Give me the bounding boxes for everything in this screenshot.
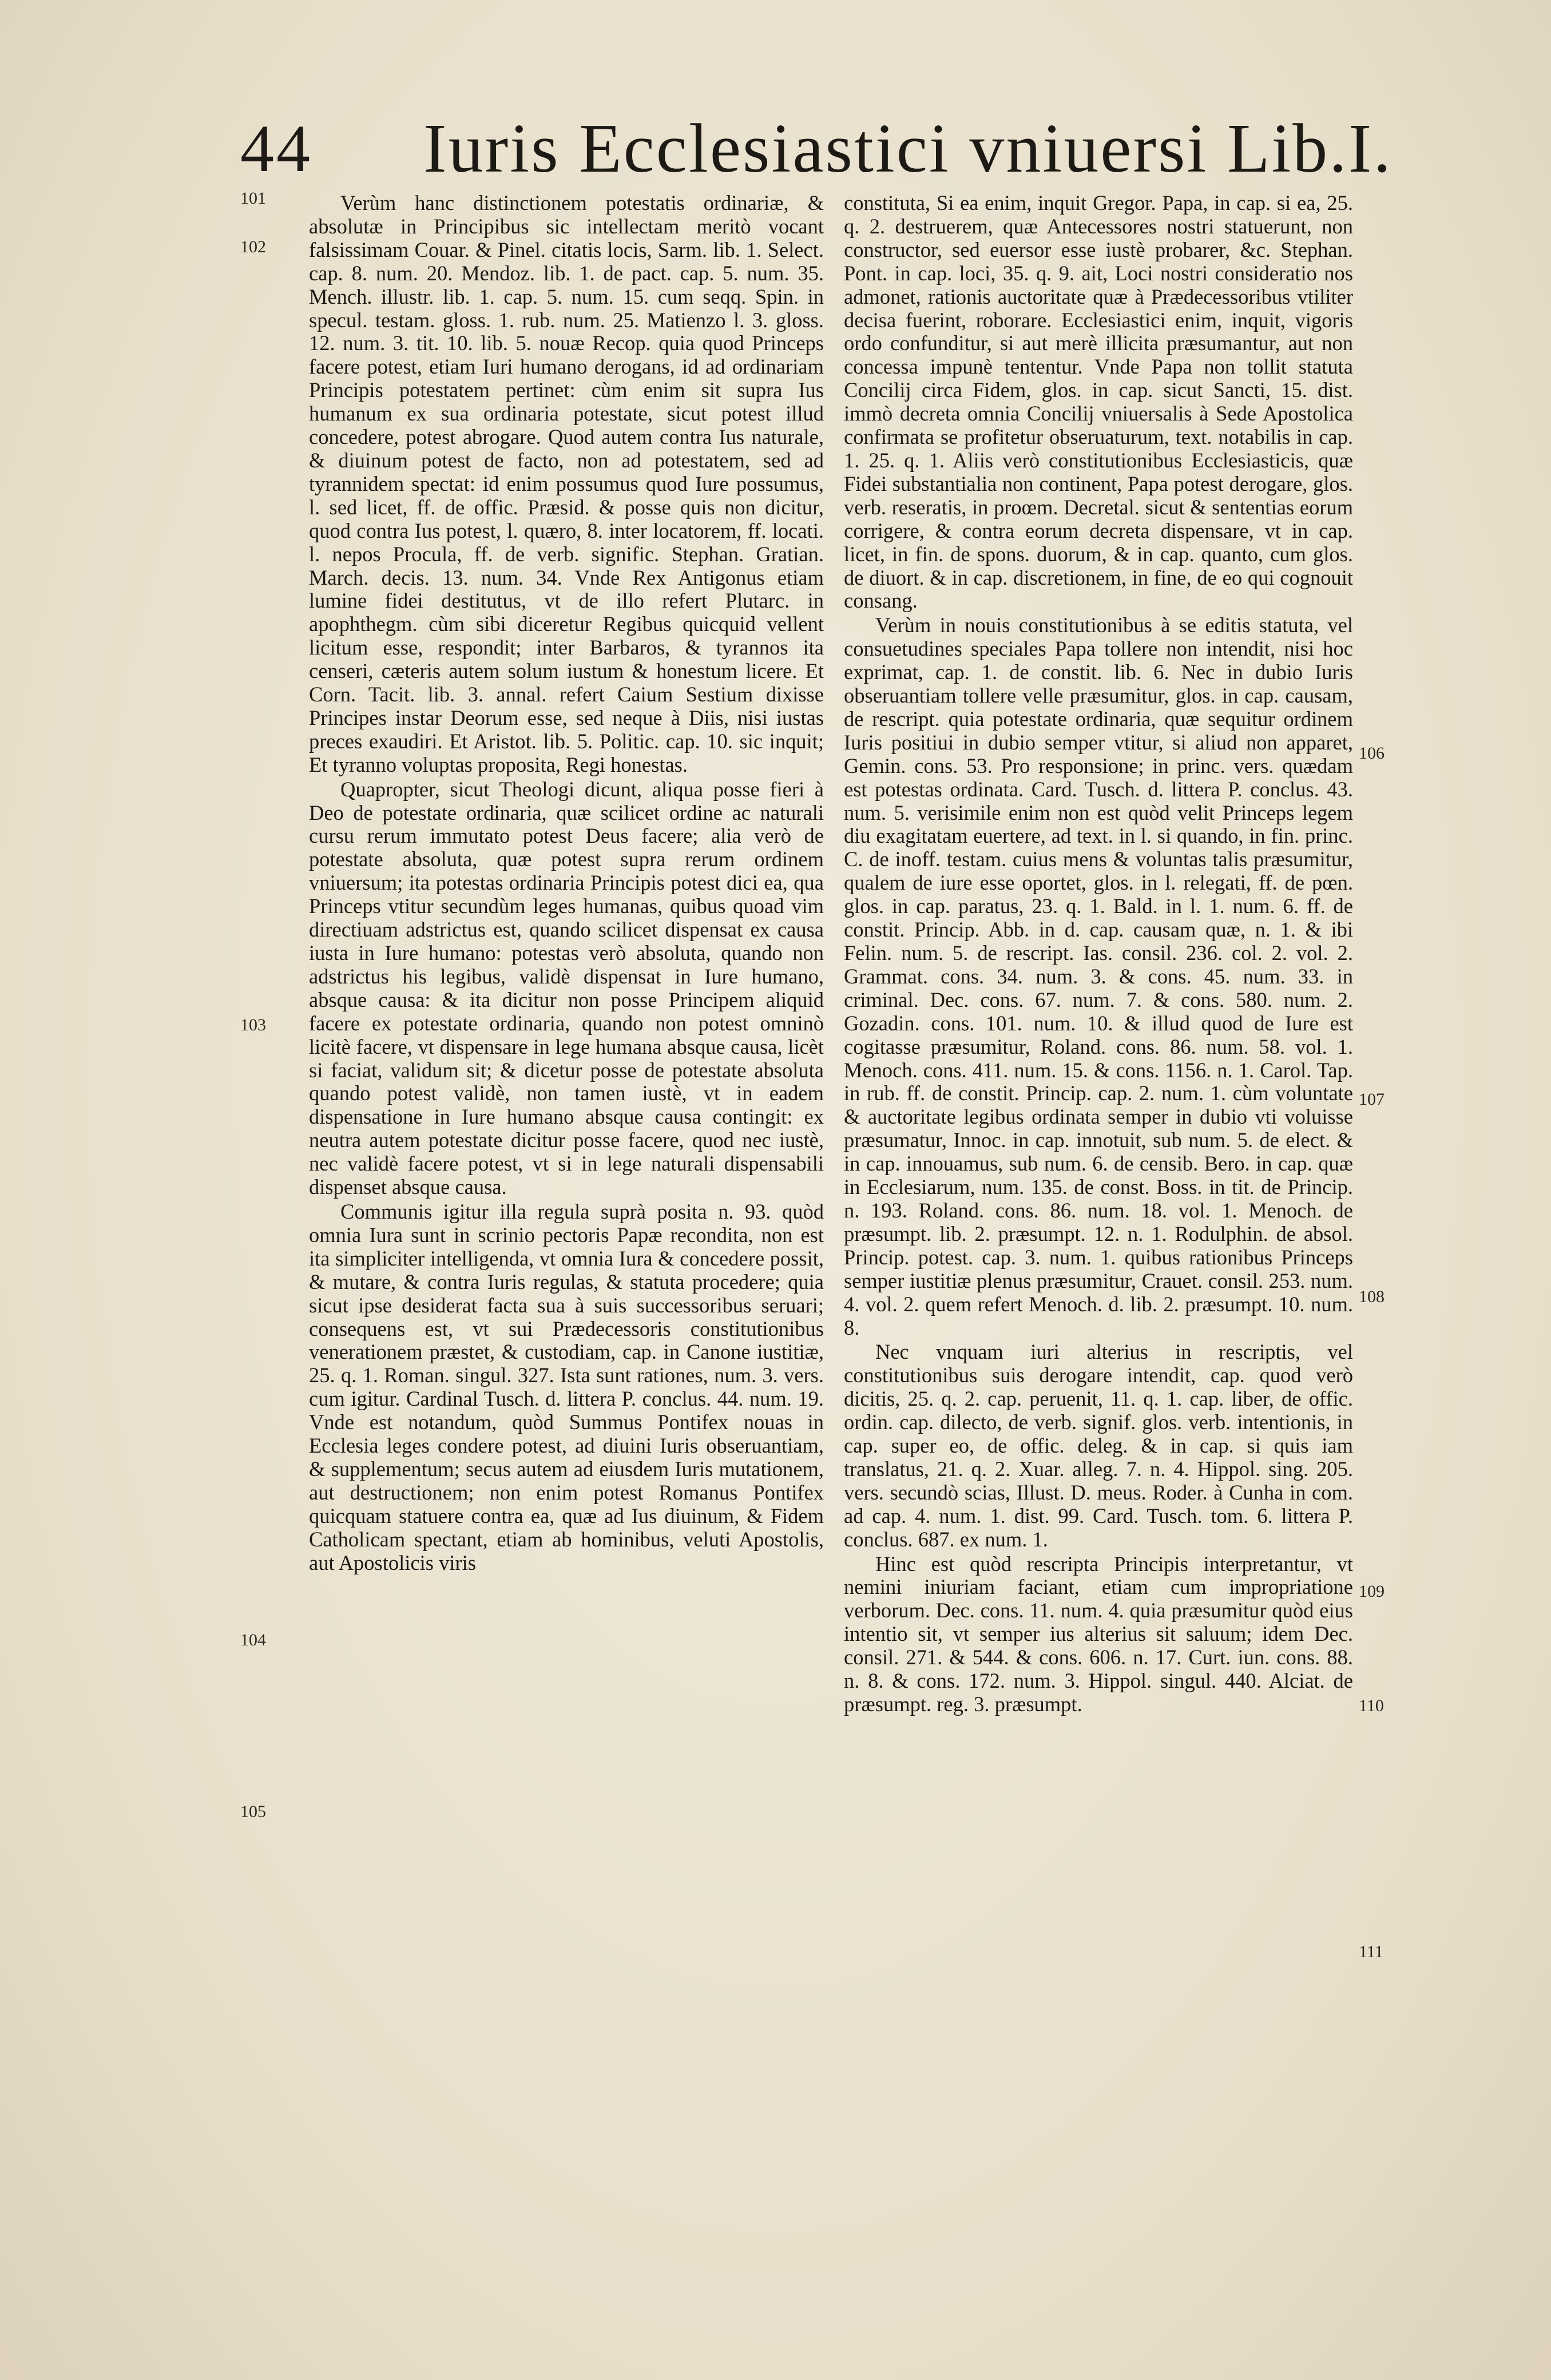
left-column: [309, 192, 824, 1574]
paragraph: Verùm hanc distinctionem potestatis ordinariæ, & absolutæ in Principibus sic intellectam meritò vocant falsissimam Couar. & Pinel. citatis locis, Sarm. lib. 1. Select. cap. 8. num. 20. Mendoz. lib. 1. de pact. cap. 5. num. 35. Mench. illustr. lib. 1. cap. 5. num. 15. cum seqq. Spin. in specul. testam. gloss. 1. rub. num. 25. Matienzo l. 3. gloss. 12. num. 3. tit. 10. lib. 5. nouæ Recop. quia quod Princeps facere potest, etiam Iuri humano derogans, id ad ordinariam Principis potestatem pertinet: cùm enim sit supra Ius humanum ex sua ordinaria potestate, sicut potest illud concedere, potest abrogare. Quod autem contra Ius naturale, & diuinum potest de facto, non ad potestatem, sed ad tyrannidem spectat: id enim possumus quod Iure possumus, l. sed licet, ff. de offic. Præsid. & posse quis non dicitur, quod contra Ius potest, l. quæro, 8. inter locatorem, ff. locati. l. nepos Procula, ff. de verb. signific. Stephan. Gratian. March. decis. 13. num. 34. Vnde Rex Antigonus etiam lumine fidei destitutus, vt de illo refert Plutarc. in apophthegm. cùm sibi diceretur Regibus quicquid vellent licitum esse, respondit; inter Barbaros, & tyrannos ita censeri, cæteris autem solum iustum & honestum licere. Et Corn. Tacit. lib. 3. annal. refert Caium Sestium dixisse Principes instar Deorum esse, sed neque à Diis, nisi iustas preces exaudiri. Et Aristot. lib. 5. Politic. cap. 10. sic inquit; Et tyranno voluptas proposita, Regi honestas.: [309, 191, 824, 776]
margin-number: 111: [1359, 1942, 1383, 1961]
paragraph: Hinc est quòd rescripta Principis interpretantur, vt nemini iniuriam faciant, etiam cum impropriatione verborum. Dec. cons. 11. num. 4. quia præsumitur quòd eius intentio sit, vt semper ius alterius sit saluum; idem Dec. consil. 271. & 544. & cons. 606. n. 17. Curt. iun. cons. 88. n. 8. & cons. 172. num. 3. Hippol. singul. 440. Alciat. de præsumpt. reg. 3. præsumpt.: [844, 1552, 1353, 1716]
margin-number: 103: [240, 1016, 266, 1034]
paragraph: Communis igitur illa regula suprà posita n. 93. quòd omnia Iura sunt in scrinio pectoris Papæ recondita, non est ita simpliciter intelligenda, vt omnia Iura & concedere possit, & mutare, & contra Iuris regulas, & statuta procedere; quia sicut ipse desiderat facta sua à suis successoribus seruari; consequens est, vt sui Prædecessoris constitutionibus venerationem præstet, & custodiam, cap. in Canone iustitiæ, 25. q. 1. Roman. singul. 327. Ista sunt rationes, num. 3. vers. cum igitur. Cardinal Tusch. d. littera P. conclus. 44. num. 19. Vnde est notandum, quòd Summus Pontifex nouas in Ecclesia leges condere potest, ad diuini Iuris obseruantiam, & supplementum; secus autem ad eiusdem Iuris mutationem, aut destructionem; non enim potest Romanus Pontifex quicquam statuere contra ea, quæ ad Ius diuinum, & Fidem Catholicam spectant, etiam ab hominibus, veluti Apostolis, aut Apostolicis viris: [309, 1199, 824, 1574]
margin-number: 102: [240, 237, 266, 256]
paragraph: constituta, Si ea enim, inquit Gregor. Papa, in cap. si ea, 25. q. 2. destruerem, quæ Antecessores nostri statuerunt, non constructor, sed euersor esse iustè probarer, &c. Stephan. Pont. in cap. loci, 35. q. 9. ait, Loci nostri consideratio nos admonet, rationis auctoritate quæ à Prædecessoribus vtiliter decisa fuerint, roborare. Ecclesiastici enim, inquit, vigoris ordo confunditur, si aut merè illicita præsumantur, aut non concessa impunè tententur. Vnde Papa non tollit statuta Concilij circa Fidem, glos. in cap. sicut Sancti, 15. dist. immò decreta omnia Concilij vniuersalis à Sede Apostolica confirmata se profitetur obseruaturum, text. notabilis in cap. 1. 25. q. 1. Aliis verò constitutionibus Ecclesiasticis, quæ Fidei substantialia non continent, Papa potest derogare, glos. verb. reseratis, in proœm. Decretal. sicut & sententias eorum corrigere, & contra eorum decreta dispensare, vt in cap. licet, in fin. de spons. duorum, & in cap. quanto, cum glos. de diuort. & in cap. discretionem, in fine, de eo qui cognouit consang.: [844, 191, 1353, 613]
margin-number: 108: [1359, 1287, 1385, 1306]
margin-number: 105: [240, 1802, 266, 1821]
margin-number: 110: [1359, 1696, 1384, 1715]
running-title: Iuris Ecclesiastici vniuersi Lib.I.: [423, 110, 1393, 187]
margin-number: 107: [1359, 1090, 1385, 1109]
paragraph: Quapropter, sicut Theologi dicunt, aliqua posse fieri à Deo de potestate ordinaria, quæ scilicet ordine ac naturali cursu rerum immutato potest Deus facere; alia verò de potestate absoluta, quæ potest supra rerum ordinem vniuersum; ita potestas ordinaria Principis potest dici ea, qua Princeps vtitur secundùm leges humanas, quibus quoad vim directiuam adstrictus est, quando scilicet dispensat ex causa iusta in Iure humano: potestas verò absoluta, quando non adstrictus his legibus, validè dispensat in Iure humano, absque causa: & ita dicitur non posse Principem aliquid facere ex potestate ordinaria, quando non potest omninò licitè facere, vt dispensare in lege humana absque causa, licèt si faciat, validum sit; & dicetur posse de potestate absoluta quando potest validè, non tamen iustè, vt in eadem dispensatione in Iure humano absque causa contingit: ex neutra autem potestate dicitur posse facere, quod nec iustè, nec validè facere potest, vt si in lege naturali dispensabili dispenset absque causa.: [309, 777, 824, 1199]
right-column: [844, 192, 1353, 1716]
margin-number: 109: [1359, 1582, 1385, 1601]
page-header: [240, 106, 1393, 192]
margin-number: 104: [240, 1631, 266, 1649]
page-number: 44: [240, 111, 312, 186]
paragraph: Nec vnquam iuri alterius in rescriptis, vel constitutionibus suis derogare intendit, cap. quod verò dicitis, 25. q. 2. cap. peruenit, 11. q. 1. cap. liber, de offic. ordin. cap. dilecto, de verb. signif. glos. verb. intentionis, in cap. super eo, de offic. deleg. & in cap. si quis iam translatus, 21. q. 2. Xuar. alleg. 7. n. 4. Hippol. sing. 205. vers. secundò scias, Illust. D. meus. Roder. à Cunha in com. ad cap. 4. num. 1. dist. 99. Card. Tusch. tom. 6. littera P. conclus. 687. ex num. 1.: [844, 1340, 1353, 1551]
margin-number: 101: [240, 189, 266, 208]
margin-number: 106: [1359, 744, 1385, 763]
paragraph: Verùm in nouis constitutionibus à se editis statuta, vel consuetudines speciales Papa tollere non intendit, nisi hoc exprimat, cap. 1. de constit. lib. 6. Nec in dubio Iuris obseruantiam tollere velle præsumitur, glos. in cap. causam, de rescript. quia potestate ordinaria, quæ sequitur ordinem Iuris positiui in dubio semper vtitur, si aliud non apparet, Gemin. cons. 53. Pro responsione; in princ. vers. quædam est potestas ordinata. Card. Tusch. d. littera P. conclus. 43. num. 5. verisimile enim non est quòd velit Princeps legem diu exagitatam euertere, ad text. in l. si quando, in fin. princ. C. de inoff. testam. cuius mens & voluntas talis præsumitur, qualem de iure esse oportet, glos. in l. relegati, ff. de pœn. glos. in cap. paratus, 23. q. 1. Bald. in l. 1. num. 6. ff. de constit. Princip. Abb. in d. cap. causam quæ, n. 1. & ibi Felin. num. 5. de rescript. Ias. consil. 236. col. 2. vol. 2. Grammat. cons. 34. num. 3. & cons. 45. num. 33. in criminal. Dec. cons. 67. num. 7. & cons. 580. num. 2. Gozadin. cons. 101. num. 10. & illud quod de Iure est cogitasse præsumitur, Roland. cons. 86. num. 58. vol. 1. Menoch. cons. 411. num. 15. & cons. 1156. n. 1. Carol. Tap. in rub. ff. de constit. Princip. cap. 2. num. 1. cùm voluntate & auctoritate legibus ordinata semper in dubio vti voluisse præsumatur, Innoc. in cap. innotuit, sub num. 5. de elect. & in cap. innouamus, sub num. 6. de censib. Bero. in cap. quæ in Ecclesiarum, num. 135. de const. Boss. in tit. de Princip. n. 193. Roland. cons. 86. num. 18. vol. 1. Menoch. de præsumpt. lib. 2. præsumpt. 12. n. 1. Rodulphin. de absol. Princip. potest. cap. 3. num. 1. quibus rationibus Princeps semper iustitiæ plenus præsumitur, Crauet. consil. 253. num. 4. vol. 2. quem refert Menoch. d. lib. 2. præsumpt. 10. num. 8.: [844, 613, 1353, 1339]
